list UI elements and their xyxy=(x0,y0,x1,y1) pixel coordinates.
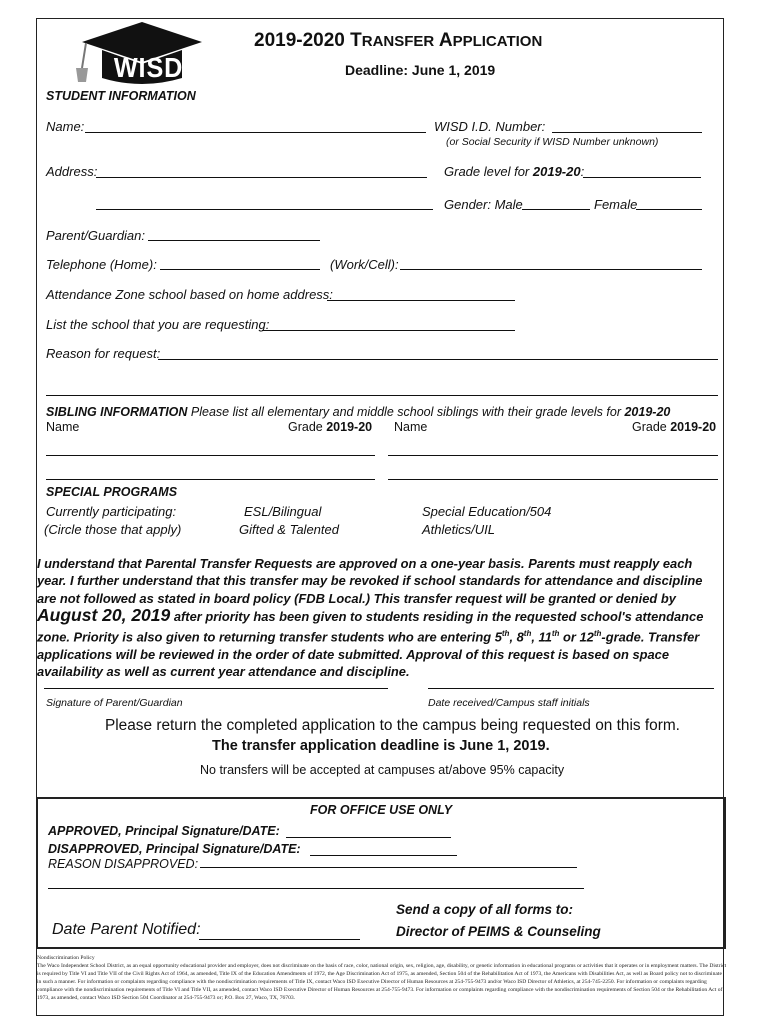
attendance-zone-label: Attendance Zone school based on home address: xyxy=(46,287,333,302)
program-athletics[interactable]: Athletics/UIL xyxy=(422,522,495,537)
gender-female-label: Female xyxy=(594,197,638,212)
nondiscrimination-policy xyxy=(37,954,727,1002)
address-field-2[interactable] xyxy=(96,209,433,210)
send-copy-label: Send a copy of all forms to: xyxy=(396,902,574,917)
requesting-school-field[interactable] xyxy=(262,330,515,331)
wisd-id-field[interactable] xyxy=(552,132,702,133)
page-title: 2019-2020 TRANSFER APPLICATION xyxy=(254,30,543,51)
sibling-instruction: SIBLING INFORMATION Please list all elementary and middle school siblings with their grade levels for 2019-20 xyxy=(46,405,671,419)
gender-male-label: Gender: Male xyxy=(444,197,523,212)
reason-disapproved-field-2[interactable] xyxy=(48,888,584,889)
address-label: Address: xyxy=(46,164,98,179)
sibling-col-name-1: Name xyxy=(46,420,80,434)
circle-note: (Circle those that apply) xyxy=(44,522,182,537)
reason-field-1[interactable] xyxy=(158,359,718,360)
wisd-logo xyxy=(62,20,202,86)
reason-field-2[interactable] xyxy=(46,395,718,396)
date-received-label: Date received/Campus staff initials xyxy=(428,697,590,709)
disapproved-label: DISAPPROVED, Principal Signature/DATE: xyxy=(48,842,301,856)
disapproved-field[interactable] xyxy=(310,855,457,856)
program-special-ed[interactable]: Special Education/504 xyxy=(422,504,552,519)
gender-female-field[interactable] xyxy=(636,209,702,210)
currently-participating: Currently participating: xyxy=(46,504,177,519)
sibling-field-1a[interactable] xyxy=(46,455,375,456)
name-field[interactable] xyxy=(85,132,426,133)
telephone-home-label: Telephone (Home): xyxy=(46,257,157,272)
telephone-home-field[interactable] xyxy=(160,269,320,270)
work-cell-field[interactable] xyxy=(400,269,702,270)
sibling-col-grade-2: Grade 2019-20 xyxy=(632,420,717,434)
attendance-zone-field[interactable] xyxy=(327,300,515,301)
ssn-note: (or Social Security if WISD Number unknown) xyxy=(446,136,659,148)
reason-disapproved-label: REASON DISAPPROVED: xyxy=(48,857,199,871)
reason-label: Reason for request: xyxy=(46,346,161,361)
director-label: Director of PEIMS & Counseling xyxy=(396,924,601,939)
parent-label: Parent/Guardian: xyxy=(46,228,146,243)
grade-level-label: Grade level for 2019-20: xyxy=(444,164,585,179)
program-gifted[interactable]: Gifted & Talented xyxy=(239,522,339,537)
sibling-field-2b[interactable] xyxy=(388,479,718,480)
capacity-note: No transfers will be accepted at campuses at/above 95% capacity xyxy=(200,763,565,777)
return-instruction: Please return the completed application to the campus being requested on this form. xyxy=(105,717,680,734)
grade-level-field[interactable] xyxy=(583,177,701,178)
approved-label: APPROVED, Principal Signature/DATE: xyxy=(48,824,280,838)
sibling-field-1b[interactable] xyxy=(388,455,718,456)
policy-text: The Waco Independent School District, as an equal opportunity educational provider and employer, does not discriminate on the basis of race, color, national origin, sex, religion, age, disability, or genetic information in educational programs or activities that it operates or in employment matters. The District is required by Title VI and Title VII of the Civil Rights Act of 1964, as amended, Title IX of the Education Amendments of 1972, the Age Discrimination Act of 1975, as amended, Section 504 of the Rehabilitation Act of 1973, the Americans with Disabilities Act, as well as Board policy not to discriminate in such a manner. For information or complaints regarding compliance with the nondiscrimination requirements of Title IX, contact Waco ISD Executive Director of Human Resources at 254-755-9473 and/or Waco ISD Director of Athletics, at 254-745-2250. For information or complaints regarding compliance with the nondiscrimination requirements of Title VI and Title VII, as amended, contact Waco ISD Executive Director of Human Resources at 254-755-9473. For information or complaints regarding compliance with the nondiscrimination requirements of Section 504 or the Rehabilitation Act of 1973, as amended, contact Waco ISD Section 504 Coordinator at 254-755-9473 or; P.O. Box 27, Waco, TX, 76703. xyxy=(37,963,727,1001)
special-programs-title: SPECIAL PROGRAMS xyxy=(46,485,178,499)
address-field-1[interactable] xyxy=(96,177,427,178)
date-received-field[interactable] xyxy=(428,688,714,689)
sibling-field-2a[interactable] xyxy=(46,479,375,480)
return-deadline: The transfer application deadline is June 1, 2019. xyxy=(212,738,550,754)
deadline: Deadline: June 1, 2019 xyxy=(345,62,496,78)
name-label: Name: xyxy=(46,119,85,134)
work-cell-label: (Work/Cell): xyxy=(330,257,399,272)
approved-field[interactable] xyxy=(286,837,451,838)
reason-disapproved-field[interactable] xyxy=(200,867,577,868)
requesting-school-label: List the school that you are requesting: xyxy=(46,317,270,332)
parent-signature-label: Signature of Parent/Guardian xyxy=(46,697,183,709)
wisd-id-label: WISD I.D. Number: xyxy=(434,119,546,134)
gender-male-field[interactable] xyxy=(522,209,590,210)
student-section-title: STUDENT INFORMATION xyxy=(46,89,196,103)
logo-text: WISD xyxy=(113,52,184,83)
parent-field[interactable] xyxy=(148,240,320,241)
sibling-col-name-2: Name xyxy=(394,420,428,434)
policy-heading: Nondiscrimination Policy xyxy=(37,955,95,961)
parent-signature-field[interactable] xyxy=(44,688,388,689)
date-parent-notified-field[interactable] xyxy=(199,939,360,940)
date-parent-notified-label: Date Parent Notified: xyxy=(52,921,201,938)
program-esl[interactable]: ESL/Bilingual xyxy=(244,504,322,519)
office-title: FOR OFFICE USE ONLY xyxy=(310,803,453,817)
transfer-statement: I understand that Parental Transfer Requests are approved on a one-year basis. Parents must reapply each year. I further understand that this transfer may be revoked if school standards for attendance and discipline are not followed as stated in board policy (FDB Local.) This transfer request will be granted or denied by August 20, 2019 after priority has been given to students residing in the requested school's attendance zone. Priority is also given to returning transfer students who are entering 5th, 8th, 11th or 12th-grade. Transfer applications will be reviewed in the order of date submitted. Approval of this request is based on space availability as well as current year attendance and discipline. xyxy=(37,556,704,680)
sibling-col-grade-1: Grade 2019-20 xyxy=(288,420,373,434)
